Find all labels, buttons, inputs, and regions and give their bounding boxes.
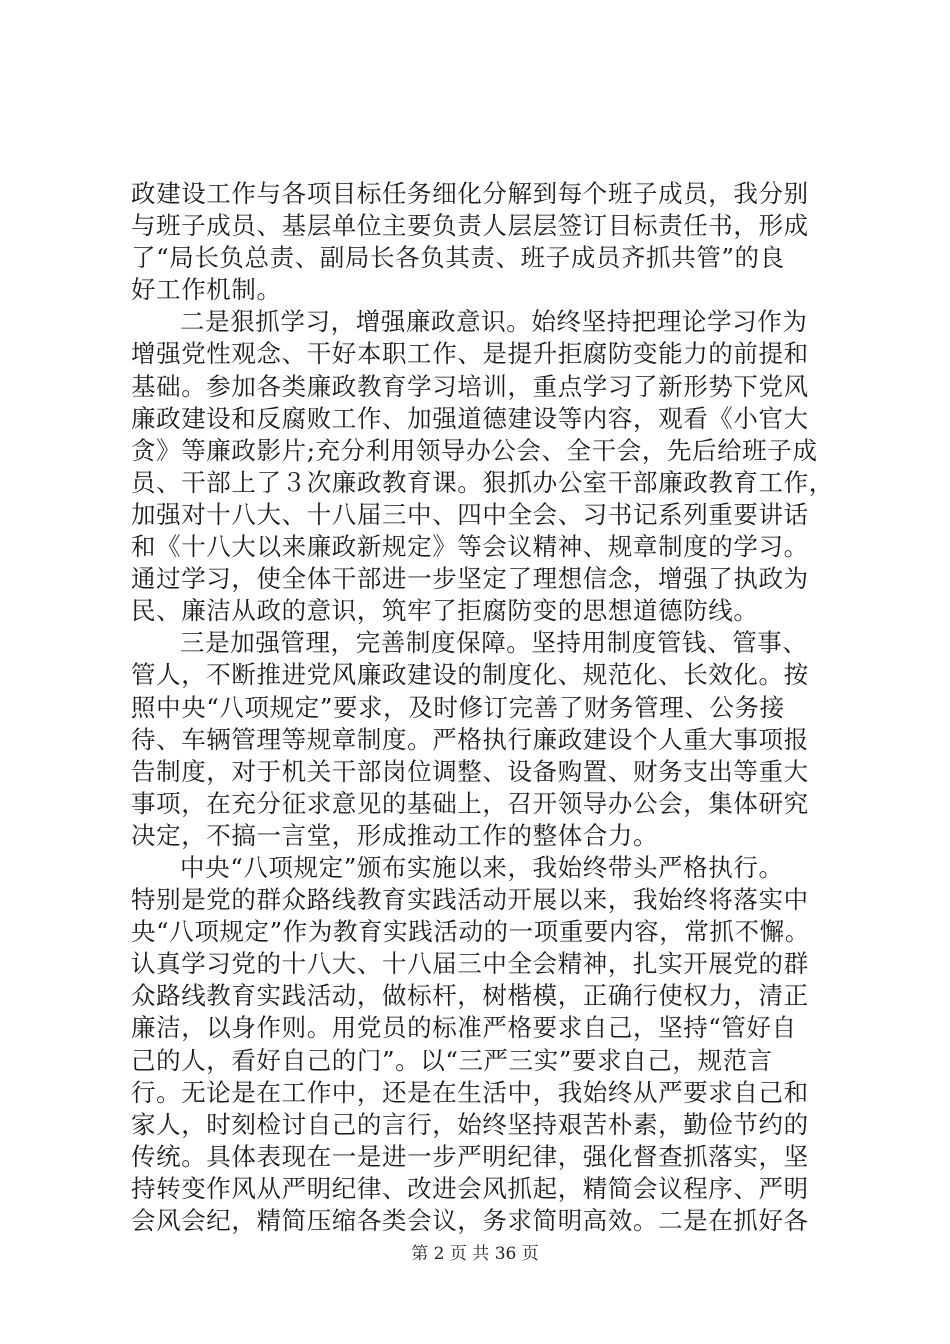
text-line: 照中央“八项规定”要求，及时修订完善了财务管理、公务接 <box>131 692 785 722</box>
text-line: 事项，在充分征求意见的基础上，召开领导办公会，集体研究 <box>131 788 809 818</box>
text-line: 中央“八项规定”颁布实施以来，我始终带头严格执行。 <box>180 852 784 882</box>
text-line: 通过学习，使全体干部进一步坚定了理想信念，增强了执政为 <box>131 564 809 594</box>
text-line: 央“八项规定”作为教育实践活动的一项重要内容，常抓不懈。 <box>131 917 810 947</box>
text-line: 政建设工作与各项目标任务细化分解到每个班子成员，我分别 <box>131 179 809 208</box>
text-line: 与班子成员、基层单位主要负责人层层签订目标责任书，形成 <box>131 211 809 241</box>
text-line: 贪》等廉政影片;充分利用领导办公会、全干会，先后给班子成 <box>131 435 818 465</box>
text-line: 民、廉洁从政的意识，筑牢了拒腐防变的思想道德防线。 <box>131 596 759 626</box>
text-line: 了“局长负总责、副局长各负其责、班子成员齐抓共管”的良 <box>131 243 785 273</box>
text-line: 基础。参加各类廉政教育学习培训，重点学习了新形势下党风 <box>131 371 809 401</box>
text-line: 增强党性观念、干好本职工作、是提升拒腐防变能力的前提和 <box>131 339 809 369</box>
text-line: 家人，时刻检讨自己的言行，始终坚持艰苦朴素，勤俭节约的 <box>131 1109 809 1139</box>
text-line: 廉政建设和反腐败工作、加强道德建设等内容，观看《小官大 <box>131 403 809 433</box>
text-line: 管人，不断推进党风廉政建设的制度化、规范化、长效化。按 <box>131 660 809 690</box>
text-line: 特别是党的群众路线教育实践活动开展以来，我始终将落实中 <box>131 885 809 915</box>
text-line: 持转变作风从严明纪律、改进会风抓起，精简会议程序、严明 <box>131 1173 809 1203</box>
text-line: 传统。具体表现在一是进一步严明纪律，强化督查抓落实，坚 <box>131 1141 809 1171</box>
text-line: 员、干部上了３次廉政教育课。狠抓办公室干部廉政教育工作， <box>131 467 834 497</box>
document-body <box>131 178 834 1237</box>
text-line: 待、车辆管理等规章制度。严格执行廉政建设个人重大事项报 <box>131 724 809 754</box>
page-number-footer: 第 2 页 共 36 页 <box>411 1244 539 1264</box>
text-line: 三是加强管理，完善制度保障。坚持用制度管钱、管事、 <box>180 628 808 658</box>
text-line: 决定，不搞一言堂，形成推动工作的整体合力。 <box>131 820 659 850</box>
text-line: 认真学习党的十八大、十八届三中全会精神，扎实开展党的群 <box>131 949 809 979</box>
text-line: 众路线教育实践活动，做标杆，树楷模，正确行使权力，清正 <box>131 981 809 1011</box>
text-line: 二是狠抓学习，增强廉政意识。始终坚持把理论学习作为 <box>180 307 808 337</box>
text-line: 行。无论是在工作中，还是在生活中，我始终从严要求自己和 <box>131 1077 809 1107</box>
text-line: 和《十八大以来廉政新规定》等会议精神、规章制度的学习。 <box>131 532 809 562</box>
text-line: 廉洁，以身作则。用党员的标准严格要求自己，坚持“管好自 <box>131 1013 797 1043</box>
text-line: 好工作机制。 <box>131 275 282 305</box>
text-line: 加强对十八大、十八届三中、四中全会、习书记系列重要讲话 <box>131 499 809 529</box>
text-line: 己的人，看好自己的门”。以“三严三实”要求自己，规范言 <box>131 1045 773 1075</box>
text-line: 会风会纪，精简压缩各类会议，务求简明高效。二是在抓好各 <box>131 1206 809 1235</box>
text-line: 告制度，对于机关干部岗位调整、设备购置、财务支出等重大 <box>131 756 809 786</box>
